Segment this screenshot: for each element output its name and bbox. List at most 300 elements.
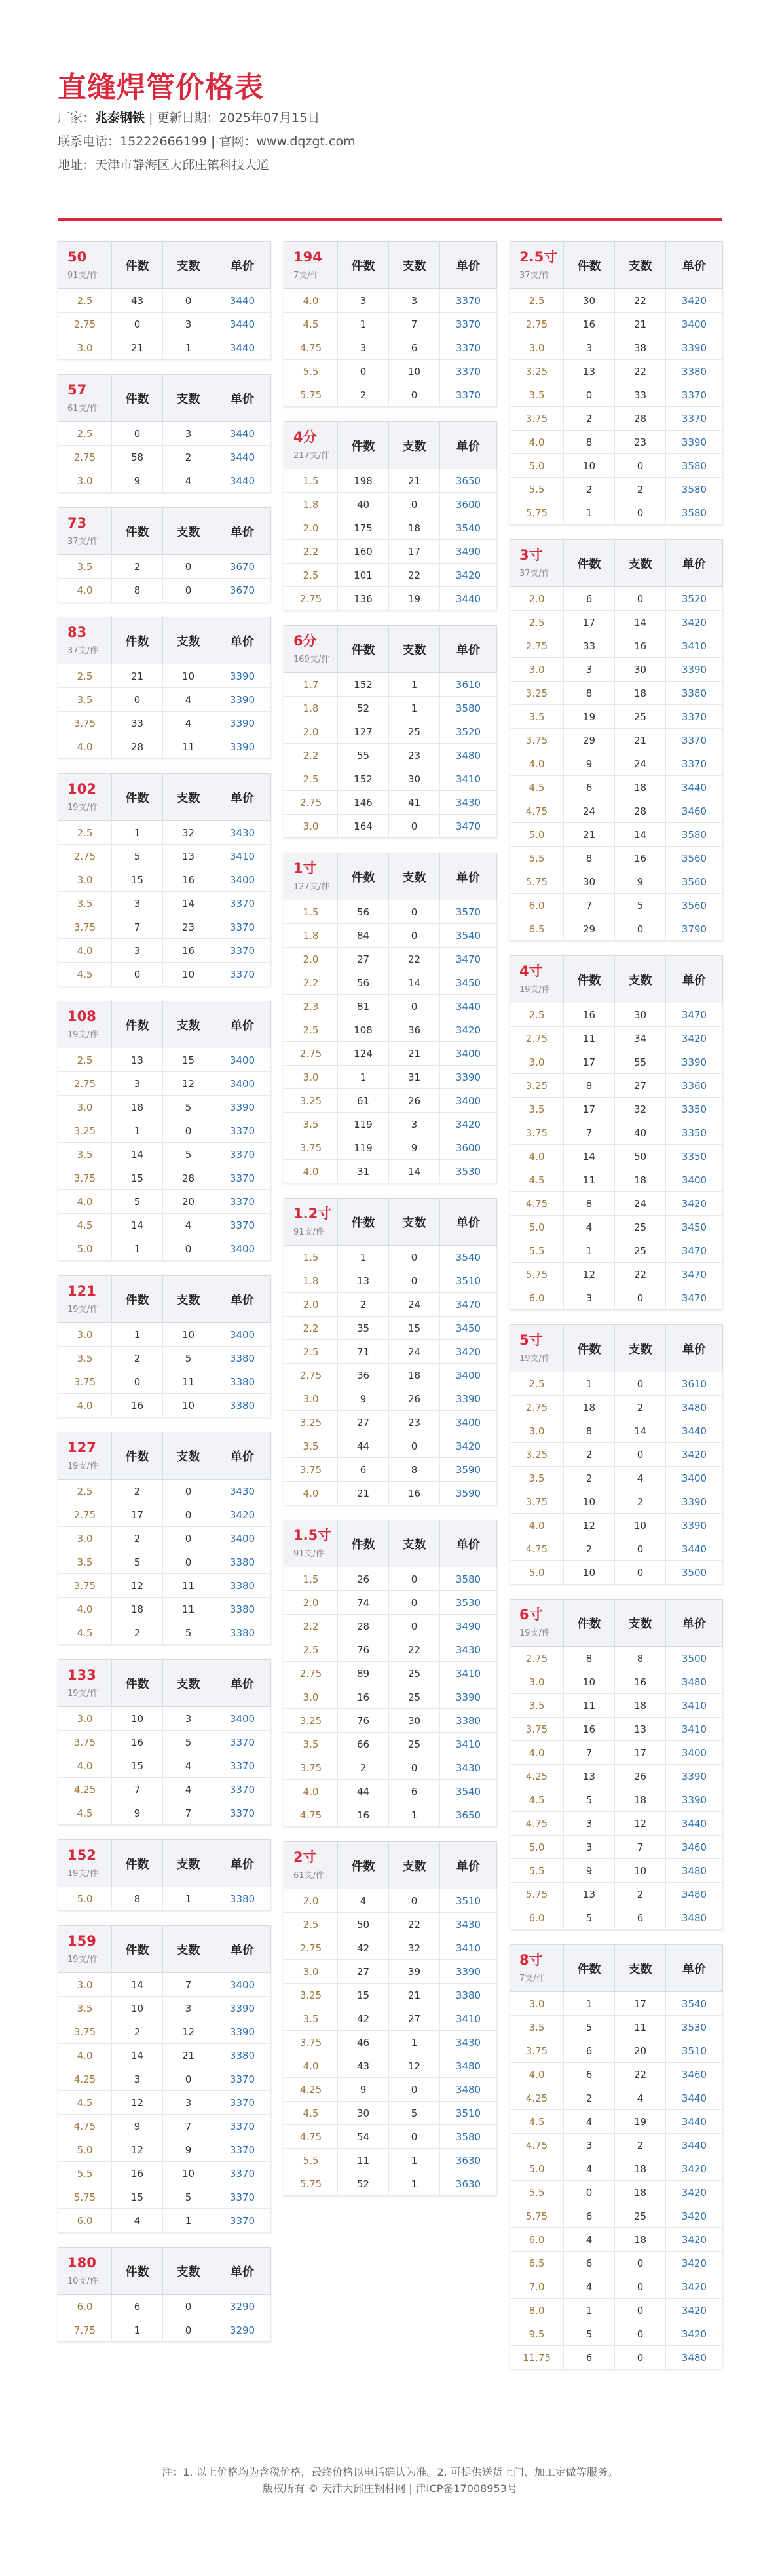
count-cell: 12 [564,1514,615,1537]
thickness-cell: 5.5 [58,2162,112,2185]
pieces-per-bundle: 37支/件 [519,568,550,579]
price-cell: 3390 [214,735,271,759]
table-row [284,1733,497,1756]
spec-name: 180 [67,2255,96,2271]
footer [58,2450,722,2497]
table-header-row [58,1840,271,1887]
price-cell: 3380 [214,1394,271,1417]
table-row [284,1591,497,1615]
pieces-per-bundle: 10支/件 [67,2276,98,2286]
pieces-cell: 0 [389,1567,440,1591]
spec-header [510,1600,564,1647]
pieces-cell: 5 [163,1731,214,1754]
count-cell: 81 [338,995,389,1018]
price-cell: 3500 [666,1647,723,1670]
count-cell: 108 [338,1018,389,1042]
table-row [58,2115,271,2138]
count-cell: 10 [112,1997,163,2020]
price-cell: 3420 [440,1340,497,1364]
thickness-cell: 7.0 [510,2275,564,2299]
pieces-cell: 19 [389,587,440,611]
thickness-cell: 5.75 [58,2185,112,2209]
pieces-cell: 0 [163,1480,214,1503]
price-cell: 3370 [214,1754,271,1778]
spec-name: 6寸 [519,1607,543,1623]
price-cell: 3540 [440,924,497,948]
pieces-per-bundle: 169支/件 [293,654,330,664]
count-cell: 21 [564,823,615,847]
count-cell: 160 [338,540,389,564]
pieces-cell: 22 [615,289,666,313]
price-cell: 3440 [666,2086,723,2110]
count-cell: 5 [112,1190,163,1214]
count-cell: 5 [564,2016,615,2039]
table-row [510,383,723,407]
thickness-cell: 1.5 [284,1246,338,1269]
manufacturer-label: 厂家： [58,111,96,125]
spec-header [58,1840,112,1887]
count-cell: 3 [564,1836,615,1859]
thickness-cell: 2.75 [284,1936,338,1960]
price-cell: 3560 [666,847,723,870]
pieces-cell: 20 [615,2039,666,2063]
pieces-cell: 1 [163,2209,214,2233]
count-cell: 9 [112,2115,163,2138]
table-row [510,1490,723,1514]
table-row [58,1048,271,1072]
price-cell: 3410 [440,767,497,791]
price-cell: 3410 [666,1718,723,1741]
thickness-cell: 3.0 [284,815,338,838]
thickness-cell: 11.75 [510,2346,564,2370]
thickness-cell: 3.75 [58,1574,112,1598]
pieces-cell: 27 [389,2007,440,2031]
pieces-cell: 3 [389,289,440,313]
pieces-cell: 25 [389,1733,440,1756]
price-cell: 3600 [440,493,497,516]
pieces-cell: 26 [389,1089,440,1113]
price-cell: 3350 [666,1098,723,1121]
count-cell: 146 [338,791,389,815]
table-row [284,1638,497,1662]
table-row [58,1778,271,1801]
count-header: 件数 [112,242,163,289]
spec-name: 4分 [293,429,317,446]
price-header: 单价 [214,1926,271,1973]
thickness-cell: 2.5 [284,564,338,587]
count-header: 件数 [112,1660,163,1707]
thickness-cell: 3.0 [58,1096,112,1119]
count-cell: 76 [338,1638,389,1662]
count-cell: 1 [564,1239,615,1263]
pieces-cell: 4 [615,1467,666,1490]
price-cell: 3420 [666,289,723,313]
count-cell: 10 [564,1561,615,1585]
table-row [284,1018,497,1042]
count-cell: 3 [112,939,163,963]
pieces-cell: 21 [389,469,440,493]
pieces-cell: 14 [615,823,666,847]
pieces-cell: 10 [163,963,214,986]
table-row [58,712,271,735]
price-cell: 3370 [214,2067,271,2091]
thickness-cell: 4.5 [284,2102,338,2125]
pieces-cell: 0 [163,579,214,602]
pieces-cell: 25 [615,705,666,729]
price-cell: 3400 [440,1364,497,1387]
thickness-cell: 4.0 [58,735,112,759]
table-row [510,1836,723,1859]
price-cell: 3370 [214,892,271,915]
footer-copyright: 版权所有 © 天津大邱庄钢材网 | 津ICP备17008953号 [263,2482,517,2495]
table-row [58,422,271,446]
thickness-cell: 2.5 [58,289,112,313]
thickness-cell: 2.75 [510,313,564,336]
price-cell: 3400 [440,1089,497,1113]
thickness-cell: 3.75 [284,1136,338,1160]
thickness-cell: 3.5 [58,1997,112,2020]
count-cell: 0 [564,383,615,407]
thickness-cell: 4.0 [284,1482,338,1505]
pieces-cell: 17 [615,1741,666,1765]
count-cell: 29 [564,917,615,941]
price-header: 单价 [214,508,271,555]
count-cell: 3 [112,892,163,915]
spec-header [58,1926,112,1973]
thickness-cell: 2.5 [284,767,338,791]
pieces-cell: 0 [389,1246,440,1269]
count-cell: 21 [112,336,163,360]
table-row [284,493,497,516]
price-cell: 3510 [440,1889,497,1913]
thickness-cell: 4.75 [284,2125,338,2149]
count-cell: 15 [112,2185,163,2209]
pieces-header: 支数 [163,617,214,664]
price-table [284,625,497,838]
price-cell: 3570 [440,900,497,924]
price-cell: 3380 [214,1887,271,1911]
thickness-cell: 3.75 [58,712,112,735]
pieces-cell: 3 [163,313,214,336]
table-row [284,1246,497,1269]
count-cell: 5 [564,1906,615,1930]
thickness-cell: 5.0 [58,1887,112,1911]
count-header: 件数 [112,2248,163,2295]
table-row [284,791,497,815]
table-row [284,2125,497,2149]
count-cell: 2 [112,1347,163,1370]
count-cell: 50 [338,1913,389,1936]
price-cell: 3420 [666,2275,723,2299]
thickness-cell: 6.5 [510,917,564,941]
count-cell: 6 [564,2346,615,2370]
price-cell: 3470 [666,1286,723,1310]
pieces-cell: 22 [615,1263,666,1286]
manufacturer-line: 厂家：兆泰钢铁 | 更新日期：2025年07月15日 [58,111,320,125]
price-table [58,773,271,986]
table-row [510,1396,723,1419]
price-cell: 3540 [440,1246,497,1269]
price-cell: 3420 [666,2204,723,2228]
pieces-cell: 50 [615,1145,666,1168]
pieces-cell: 6 [389,336,440,360]
price-cell: 3440 [214,422,271,446]
count-cell: 5 [112,1550,163,1574]
pieces-cell: 23 [389,744,440,767]
thickness-cell: 3.5 [58,688,112,712]
count-cell: 3 [564,2134,615,2157]
price-cell: 3400 [214,1072,271,1096]
update-date: 更新日期：2025年07月15日 [157,111,320,125]
pieces-cell: 11 [615,2016,666,2039]
count-cell: 4 [564,2275,615,2299]
table-row [510,1883,723,1906]
spec-header [284,1199,338,1246]
spec-header [284,1842,338,1889]
pieces-cell: 22 [389,1913,440,1936]
price-cell: 3370 [214,2138,271,2162]
count-cell: 21 [338,1482,389,1505]
table-row [58,688,271,712]
spec-header [58,375,112,422]
price-header: 单价 [440,626,497,673]
table-row [510,2086,723,2110]
table-row [58,1574,271,1598]
count-cell: 0 [112,422,163,446]
price-table [510,539,723,941]
pieces-cell: 0 [615,2275,666,2299]
count-cell: 14 [112,1143,163,1166]
price-header: 单价 [440,1199,497,1246]
footer-note: 注：1. 以上价格均为含税价格，最终价格以电话确认为准。2. 可提供送货上门、加工定做等服务。 [162,2466,618,2478]
table-row [58,1480,271,1503]
thickness-cell: 4.5 [510,2110,564,2134]
table-row [284,1780,497,1803]
pieces-cell: 12 [615,1812,666,1836]
price-cell: 3510 [440,2102,497,2125]
pieces-cell: 0 [615,2346,666,2370]
price-cell: 3370 [666,705,723,729]
pieces-cell: 7 [615,1836,666,1859]
thickness-cell: 5.0 [510,2157,564,2181]
table-row [284,1113,497,1136]
pieces-per-bundle: 19支/件 [67,1461,98,1471]
table-row [284,313,497,336]
pieces-cell: 2 [615,1490,666,1514]
pieces-per-bundle: 19支/件 [519,984,550,995]
table-row [510,894,723,917]
count-cell: 5 [564,1788,615,1812]
table-row [510,587,723,611]
price-cell: 3580 [440,1567,497,1591]
table-row [58,892,271,915]
pieces-cell: 0 [615,501,666,525]
pieces-cell: 15 [389,1317,440,1340]
pieces-header: 支数 [615,1325,666,1372]
count-cell: 9 [338,2078,389,2102]
pieces-cell: 10 [615,1859,666,1883]
thickness-cell: 3.75 [284,1756,338,1780]
count-cell: 9 [564,752,615,776]
table-header-row [58,242,271,289]
count-cell: 13 [564,360,615,383]
spec-name: 3寸 [519,547,543,564]
price-cell: 3480 [440,2078,497,2102]
spec-header [510,1945,564,1992]
price-table [510,1944,723,2370]
pieces-cell: 0 [389,900,440,924]
price-cell: 3390 [666,1514,723,1537]
pieces-cell: 21 [615,313,666,336]
count-cell: 16 [564,313,615,336]
pieces-per-bundle: 19支/件 [67,1029,98,1040]
count-cell: 16 [112,2162,163,2185]
pieces-cell: 27 [615,1074,666,1098]
count-cell: 2 [564,478,615,501]
count-cell: 2 [338,1756,389,1780]
price-cell: 3420 [666,2322,723,2346]
price-cell: 3380 [214,1550,271,1574]
thickness-cell: 2.0 [284,516,338,540]
count-cell: 1 [338,313,389,336]
count-cell: 10 [112,1707,163,1731]
thickness-cell: 3.0 [58,1973,112,1997]
thickness-cell: 1.8 [284,924,338,948]
price-header: 单价 [666,540,723,587]
table-row [58,821,271,845]
price-table [58,2247,271,2342]
table-header-row [58,2248,271,2295]
price-cell: 3480 [666,2346,723,2370]
pieces-cell: 0 [163,1503,214,1527]
thickness-cell: 5.0 [510,1216,564,1239]
price-column-1 [58,241,270,2356]
thickness-cell: 3.0 [284,1960,338,1984]
table-row [510,2346,723,2370]
price-cell: 3450 [666,1216,723,1239]
thickness-cell: 3.0 [284,1387,338,1411]
table-row [284,815,497,838]
table-header-row [284,242,497,289]
price-header: 单价 [214,375,271,422]
table-row [284,1136,497,1160]
thickness-cell: 4.75 [58,2115,112,2138]
pieces-cell: 15 [163,1048,214,1072]
table-header-row [284,1520,497,1567]
pieces-cell: 2 [615,1396,666,1419]
pieces-cell: 4 [615,2086,666,2110]
thickness-cell: 3.75 [284,1458,338,1482]
pieces-cell: 32 [389,1936,440,1960]
price-cell: 3480 [666,1396,723,1419]
pieces-cell: 12 [389,2054,440,2078]
price-cell: 3400 [214,1048,271,1072]
pieces-cell: 5 [615,894,666,917]
pieces-cell: 36 [389,1018,440,1042]
count-header: 件数 [564,242,615,289]
thickness-cell: 4.5 [58,963,112,986]
price-cell: 3370 [214,2209,271,2233]
count-cell: 2 [564,407,615,431]
count-cell: 54 [338,2125,389,2149]
thickness-cell: 4.5 [58,1621,112,1645]
count-cell: 33 [112,712,163,735]
count-cell: 84 [338,924,389,948]
price-cell: 3400 [666,1741,723,1765]
spec-name: 102 [67,781,96,798]
spec-name: 1寸 [293,860,317,877]
count-cell: 52 [338,2172,389,2196]
price-cell: 3610 [440,673,497,697]
price-cell: 3400 [666,1467,723,1490]
count-cell: 31 [338,1160,389,1183]
thickness-cell: 2.5 [510,1003,564,1027]
table-row [58,2067,271,2091]
count-cell: 7 [112,915,163,939]
pieces-cell: 31 [389,1066,440,1089]
pieces-header: 支数 [615,1600,666,1647]
table-row [510,2275,723,2299]
count-cell: 0 [564,2181,615,2204]
price-cell: 3480 [666,1670,723,1694]
pieces-cell: 0 [389,1434,440,1458]
pieces-cell: 5 [163,1096,214,1119]
count-header: 件数 [112,774,163,821]
thickness-cell: 4.0 [58,579,112,602]
count-cell: 1 [564,501,615,525]
count-cell: 8 [564,431,615,454]
table-row [510,2110,723,2134]
table-row [58,1370,271,1394]
pieces-cell: 14 [615,611,666,634]
count-cell: 30 [564,870,615,894]
pieces-cell: 23 [389,1411,440,1434]
thickness-cell: 7.75 [58,2318,112,2342]
count-cell: 17 [112,1503,163,1527]
count-cell: 74 [338,1591,389,1615]
price-cell: 3400 [214,1527,271,1550]
thickness-cell: 2.5 [284,1638,338,1662]
price-cell: 3480 [440,2054,497,2078]
thickness-cell: 2.0 [284,1889,338,1913]
count-cell: 6 [564,2063,615,2086]
pieces-cell: 16 [615,634,666,658]
price-cell: 3440 [666,776,723,799]
thickness-cell: 3.5 [510,1467,564,1490]
table-row [58,1394,271,1417]
table-row [58,1214,271,1237]
pieces-per-bundle: 19支/件 [67,802,98,813]
price-table [284,421,497,611]
pieces-cell: 0 [389,1269,440,1293]
thickness-cell: 2.75 [510,1647,564,1670]
price-cell: 3370 [214,1801,271,1825]
pieces-cell: 18 [615,1168,666,1192]
price-table [284,1841,497,2196]
pieces-per-bundle: 19支/件 [67,1304,98,1315]
count-cell: 0 [112,688,163,712]
price-table [284,853,497,1183]
count-cell: 119 [338,1113,389,1136]
price-table [510,241,723,525]
table-header-row [510,242,723,289]
price-cell: 3540 [440,1780,497,1803]
pieces-cell: 25 [389,720,440,744]
table-row [510,2039,723,2063]
table-row [510,1263,723,1286]
thickness-cell: 2.75 [284,1364,338,1387]
count-cell: 13 [338,1269,389,1293]
